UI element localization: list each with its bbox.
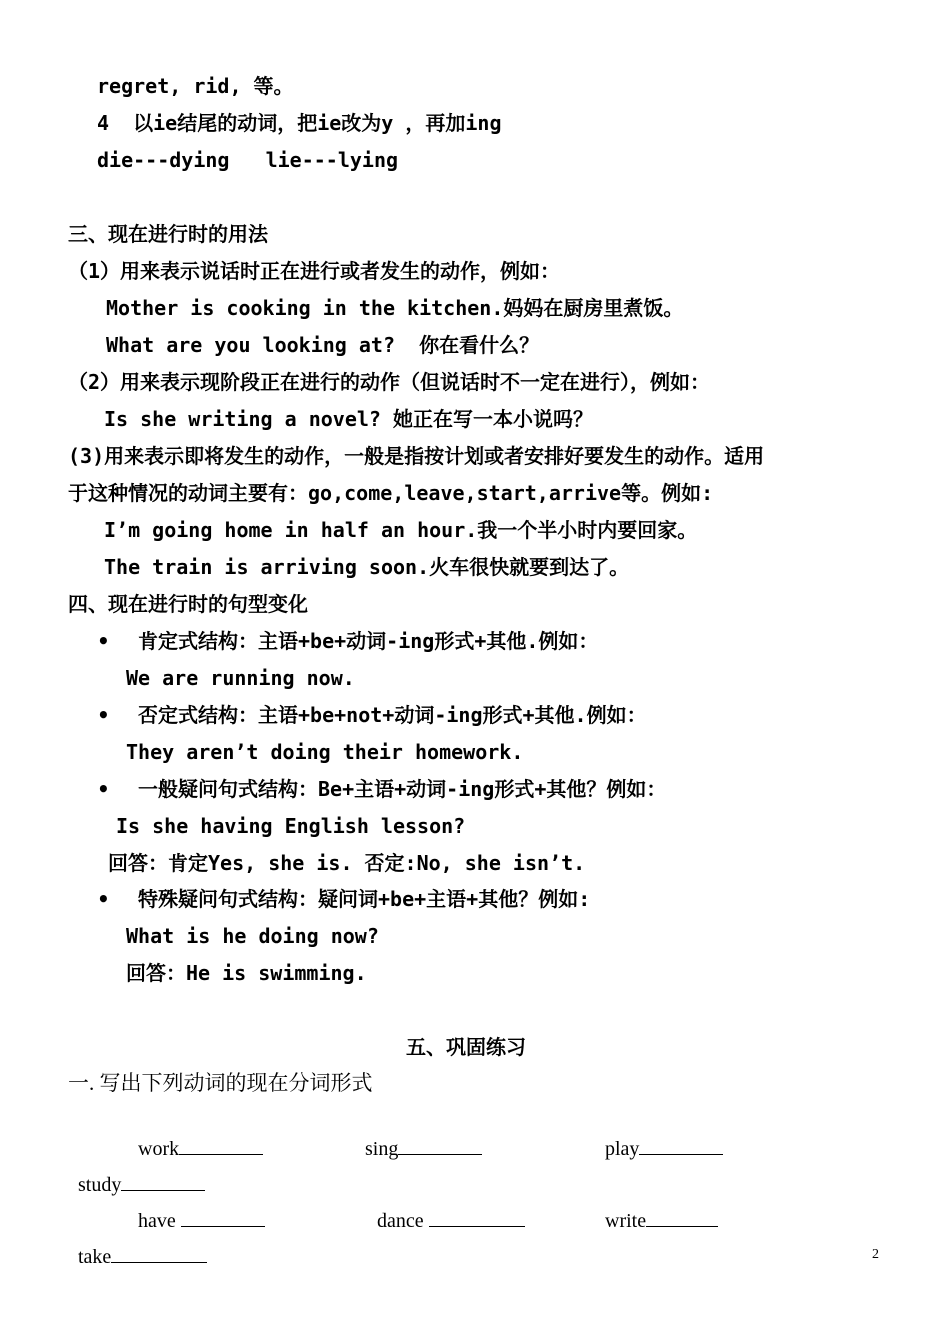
example-sentence: Is she writing a novel? 她正在写一本小说吗？ xyxy=(104,407,593,431)
exercise-item xyxy=(355,1106,482,1163)
answer-sentence: 回答：肯定Yes, she is. 否定:No, she isn’t. xyxy=(108,851,586,875)
answer-blank[interactable] xyxy=(639,1134,723,1155)
exercise-word: play xyxy=(605,1138,640,1160)
example-sentence: Is she having English lesson? xyxy=(116,814,466,838)
answer-blank[interactable] xyxy=(429,1206,525,1227)
page-number: 2 xyxy=(872,1247,879,1262)
exercise-item xyxy=(68,1214,207,1271)
answer-sentence: 回答：He is swimming. xyxy=(126,961,367,985)
bullet-icon: • xyxy=(97,629,110,653)
exercise-word: dance xyxy=(377,1210,424,1232)
usage-heading: （1）用来表示说话时正在进行或者发生的动作，例如： xyxy=(68,259,561,283)
answer-blank[interactable] xyxy=(111,1242,207,1263)
usage-heading: 于这种情况的动词主要有：go,come,leave,start,arrive等。例如: xyxy=(68,481,714,505)
bullet-icon: • xyxy=(97,777,110,801)
answer-blank[interactable] xyxy=(398,1134,482,1155)
exercise-item xyxy=(595,1106,723,1163)
example-sentence: Mother is cooking in the kitchen.妈妈在厨房里煮饭。 xyxy=(106,296,684,320)
exercise-item xyxy=(367,1178,525,1235)
pattern-heading: 否定式结构：主语+be+not+动词-ing形式+其他.例如： xyxy=(138,703,647,727)
exercise-word: work xyxy=(138,1138,180,1160)
example-sentence: I’m going home in half an hour.我一个半小时内要回家。 xyxy=(104,518,698,542)
exercise-word: sing xyxy=(365,1138,399,1160)
example-sentence: They aren’t doing their homework. xyxy=(126,740,524,764)
exercise-item xyxy=(595,1178,718,1235)
section-title: 五、巩固练习 xyxy=(406,1035,526,1059)
example-sentence: We are running now. xyxy=(126,666,355,690)
example-sentence: What are you looking at? 你在看什么？ xyxy=(106,333,540,357)
exercise-heading: 一. 写出下列动词的现在分词形式 xyxy=(68,1071,373,1095)
section-title: 三、现在进行时的用法 xyxy=(68,222,268,246)
example-sentence: The train is arriving soon.火车很快就要到达了。 xyxy=(104,555,630,579)
pattern-heading: 肯定式结构：主语+be+动词-ing形式+其他.例如： xyxy=(138,629,599,653)
text-line: die---dying lie---lying xyxy=(97,148,399,172)
text-line: regret, rid, 等。 xyxy=(97,74,294,98)
pattern-heading: 特殊疑问句式结构：疑问词+be+主语+其他？例如: xyxy=(138,887,591,911)
bullet-icon: • xyxy=(97,887,110,911)
usage-heading: (3)用来表示即将发生的动作，一般是指按计划或者安排好要发生的动作。适用 xyxy=(68,444,765,468)
exercise-word: take xyxy=(78,1246,112,1268)
exercise-word: study xyxy=(78,1174,122,1196)
example-sentence: What is he doing now? xyxy=(126,924,379,948)
exercise-word: write xyxy=(605,1210,647,1232)
answer-blank[interactable] xyxy=(646,1206,718,1227)
bullet-icon: • xyxy=(97,703,110,727)
text-line: 4 以ie结尾的动词，把ie改为y ，再加ing xyxy=(97,111,502,135)
section-title: 四、现在进行时的句型变化 xyxy=(68,592,308,616)
pattern-heading: 一般疑问句式结构：Be+主语+动词-ing形式+其他？例如： xyxy=(138,777,667,801)
usage-heading: （2）用来表示现阶段正在进行的动作（但说话时不一定在进行），例如： xyxy=(68,370,711,394)
exercise-word: have xyxy=(138,1210,176,1232)
